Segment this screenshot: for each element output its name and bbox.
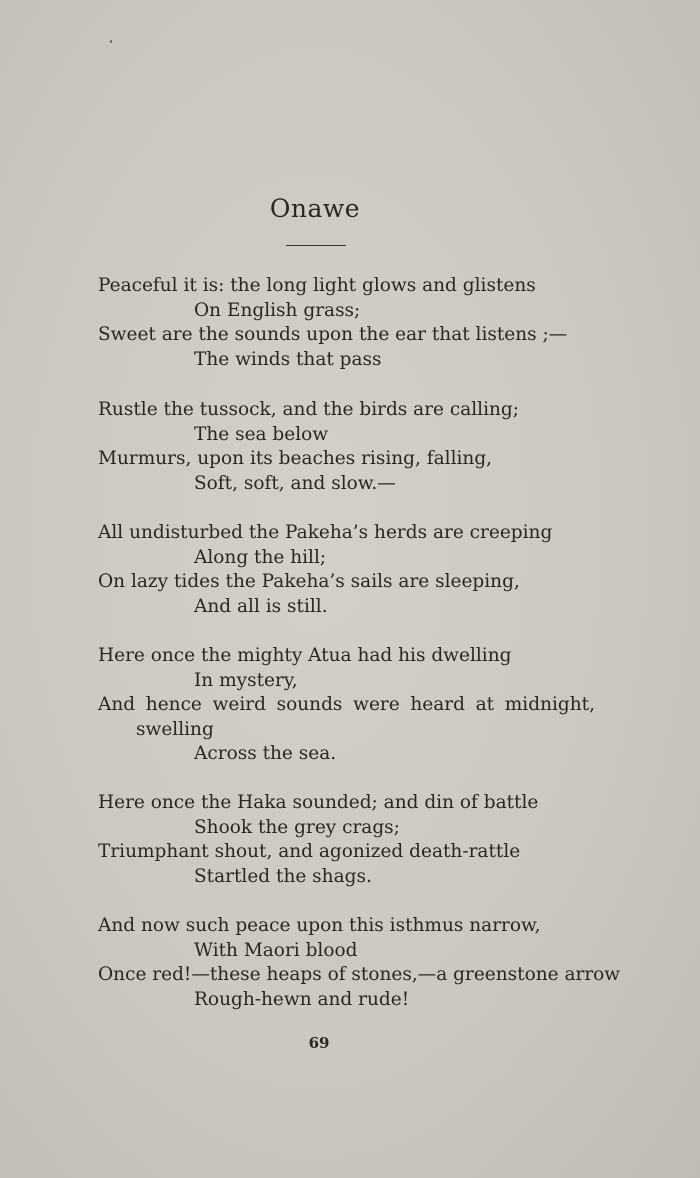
poem-line: With Maori blood bbox=[194, 939, 358, 961]
poem-word: weird bbox=[212, 694, 266, 715]
stanza-4 bbox=[98, 644, 598, 767]
poem-line: Triumphant shout, and agonized death-rattle bbox=[98, 841, 521, 862]
poem-word: were bbox=[353, 694, 400, 715]
stanza-2 bbox=[98, 398, 598, 496]
poem-line: Soft, soft, and slow.— bbox=[194, 472, 396, 494]
poem-line: Startled the shags. bbox=[194, 865, 372, 887]
poem-line: Murmurs, upon its beaches rising, falling, bbox=[98, 448, 493, 469]
poem-line: Rustle the tussock, and the birds are calling; bbox=[98, 399, 520, 420]
poem-line: Once red!—these heaps of stones,—a greenstone arrow bbox=[98, 964, 621, 985]
poem-word: And bbox=[98, 694, 136, 715]
poem-line: All undisturbed the Pakeha’s herds are creeping bbox=[98, 522, 553, 543]
poem-word: sounds bbox=[276, 694, 343, 715]
poem-line: Across the sea. bbox=[194, 743, 337, 764]
stanza-5 bbox=[98, 791, 598, 889]
paper-speck bbox=[110, 40, 112, 43]
poem-line: Rough-hewn and rude! bbox=[194, 988, 410, 1010]
poem-line: The sea below bbox=[194, 423, 329, 445]
poem-line: Shook the grey crags; bbox=[194, 816, 400, 838]
poem-title: Onawe bbox=[269, 194, 361, 223]
poem-word: heard bbox=[410, 694, 465, 715]
poem-line: Peaceful it is: the long light glows and glistens bbox=[98, 275, 536, 296]
poem-line: swelling bbox=[136, 718, 214, 740]
poem-line: Along the hill; bbox=[194, 546, 327, 568]
stanza-6 bbox=[98, 914, 621, 1012]
stanza-1 bbox=[98, 274, 598, 372]
poem-word: at bbox=[475, 694, 495, 715]
poem-line: Here once the mighty Atua had his dwelling bbox=[98, 645, 512, 666]
poem-line-justified bbox=[98, 693, 595, 718]
poem-word: midnight, bbox=[504, 694, 595, 715]
poem-line: Sweet are the sounds upon the ear that listens ;— bbox=[98, 324, 568, 345]
page-number: 69 bbox=[308, 1034, 330, 1052]
poem-line: The winds that pass bbox=[194, 348, 382, 370]
poem-line: And now such peace upon this isthmus narrow, bbox=[98, 915, 541, 936]
poem-line: And all is still. bbox=[194, 595, 328, 617]
poem-line: On English grass; bbox=[194, 299, 361, 321]
stanza-3 bbox=[98, 521, 598, 619]
poem-line: In mystery, bbox=[194, 669, 298, 691]
poem-line: Here once the Haka sounded; and din of battle bbox=[98, 792, 539, 813]
title-rule bbox=[286, 245, 346, 246]
poem-word: hence bbox=[145, 694, 202, 715]
poem-line: On lazy tides the Pakeha’s sails are sleeping, bbox=[98, 571, 520, 592]
